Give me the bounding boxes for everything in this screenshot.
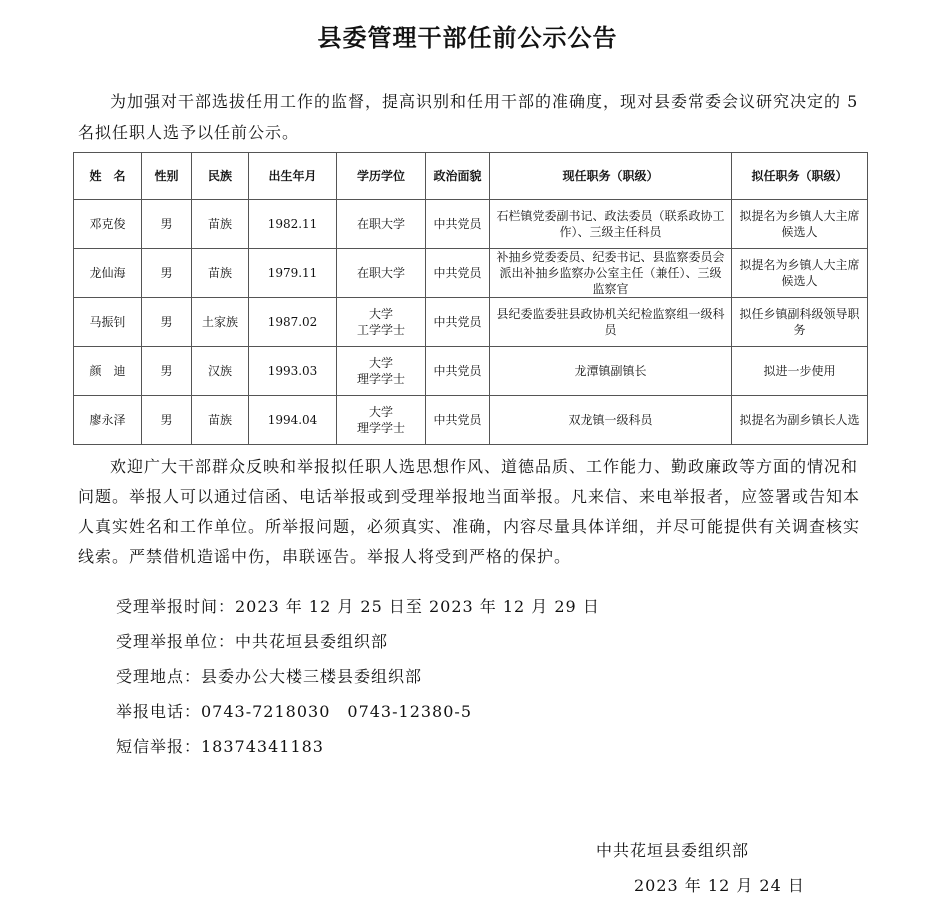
header-ethnicity: 民族 <box>192 153 249 200</box>
cell-political: 中共党员 <box>426 200 490 249</box>
cell-gender: 男 <box>142 298 192 347</box>
cell-proposed-post: 拟提名为副乡镇长人选 <box>732 396 868 445</box>
header-political: 政治面貌 <box>426 153 490 200</box>
cell-gender: 男 <box>142 347 192 396</box>
cell-name: 邓克俊 <box>74 200 142 249</box>
header-name: 姓 名 <box>74 153 142 200</box>
cell-birth: 1979.11 <box>249 249 337 298</box>
cell-ethnicity: 苗族 <box>192 200 249 249</box>
cell-current-post: 县纪委监委驻县政协机关纪检监察组一级科员 <box>490 298 732 347</box>
cell-ethnicity: 汉族 <box>192 347 249 396</box>
table-row <box>74 347 868 396</box>
cell-proposed-post: 拟进一步使用 <box>732 347 868 396</box>
report-unit: 受理举报单位：中共花垣县委组织部 <box>116 632 389 651</box>
header-proposed-post: 拟任职务（职级） <box>732 153 868 200</box>
table-header-row <box>74 153 868 200</box>
cell-proposed-post: 拟提名为乡镇人大主席候选人 <box>732 200 868 249</box>
header-current-post: 现任职务（职级） <box>490 153 732 200</box>
table-row <box>74 249 868 298</box>
report-place: 受理地点：县委办公大楼三楼县委组织部 <box>116 667 423 686</box>
cell-gender: 男 <box>142 249 192 298</box>
cell-education: 大学 理学学士 <box>337 347 426 396</box>
cell-political: 中共党员 <box>426 347 490 396</box>
report-phone: 举报电话：0743-7218030 0743-12380-5 <box>116 702 472 721</box>
cell-current-post: 龙潭镇副镇长 <box>490 347 732 396</box>
cell-birth: 1987.02 <box>249 298 337 347</box>
intro-paragraph: 为加强对干部选拔任用工作的监督，提高识别和任用干部的准确度，现对县委常委会议研究决定的 5 名拟任职人选予以任前公示。 <box>78 92 859 142</box>
header-gender: 性别 <box>142 153 192 200</box>
page-title: 县委管理干部任前公示公告 <box>317 24 618 52</box>
table-row <box>74 396 868 445</box>
cell-education: 大学 工学学士 <box>337 298 426 347</box>
issue-date: 2023 年 12 月 24 日 <box>634 876 805 895</box>
cell-name: 颜 迪 <box>74 347 142 396</box>
cell-ethnicity: 苗族 <box>192 249 249 298</box>
cell-ethnicity: 苗族 <box>192 396 249 445</box>
cell-current-post: 补抽乡党委委员、纪委书记、县监察委员会派出补抽乡监察办公室主任（兼任）、三级监察官 <box>490 249 732 298</box>
cell-education: 在职大学 <box>337 249 426 298</box>
cell-education: 在职大学 <box>337 200 426 249</box>
cell-political: 中共党员 <box>426 298 490 347</box>
report-sms: 短信举报：18374341183 <box>116 737 324 756</box>
report-time: 受理举报时间：2023 年 12 月 25 日至 2023 年 12 月 29 日 <box>116 597 600 616</box>
cell-political: 中共党员 <box>426 249 490 298</box>
table-row <box>74 298 868 347</box>
candidate-table <box>73 152 868 445</box>
header-birth: 出生年月 <box>249 153 337 200</box>
cell-birth: 1982.11 <box>249 200 337 249</box>
header-education: 学历学位 <box>337 153 426 200</box>
cell-gender: 男 <box>142 200 192 249</box>
table-row <box>74 200 868 249</box>
cell-current-post: 双龙镇一级科员 <box>490 396 732 445</box>
cell-name: 马振钊 <box>74 298 142 347</box>
cell-name: 廖永泽 <box>74 396 142 445</box>
cell-name: 龙仙海 <box>74 249 142 298</box>
cell-current-post: 石栏镇党委副书记、政法委员（联系政协工作）、三级主任科员 <box>490 200 732 249</box>
issuer-signature: 中共花垣县委组织部 <box>596 841 750 860</box>
cell-birth: 1994.04 <box>249 396 337 445</box>
cell-political: 中共党员 <box>426 396 490 445</box>
report-instructions-paragraph: 欢迎广大干部群众反映和举报拟任职人选思想作风、道德品质、工作能力、勤政廉政等方面的情况和问题。举报人可以通过信函、电话举报或到受理举报地当面举报。凡来信、来电举报者，应签署或告知本人真实姓名和工作单位。所举报问题，必须真实、准确，内容尽量具体详细，并尽可能提供有关调查核实线索。严禁借机造谣中伤，串联诬告。举报人将受到严格的保护。 <box>78 457 861 566</box>
cell-proposed-post: 拟提名为乡镇人大主席候选人 <box>732 249 868 298</box>
cell-birth: 1993.03 <box>249 347 337 396</box>
cell-proposed-post: 拟任乡镇副科级领导职务 <box>732 298 868 347</box>
cell-gender: 男 <box>142 396 192 445</box>
cell-ethnicity: 土家族 <box>192 298 249 347</box>
cell-education: 大学 理学学士 <box>337 396 426 445</box>
